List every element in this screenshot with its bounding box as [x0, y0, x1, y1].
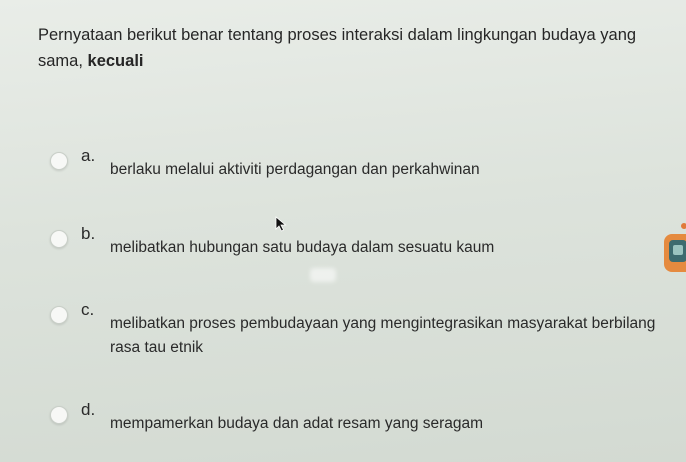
option-c-radio[interactable]: [50, 306, 68, 324]
question-text: [38, 22, 683, 74]
floating-widget-icon[interactable]: [658, 218, 686, 288]
mouse-cursor-icon: [275, 216, 287, 232]
question-emphasis: kecuali: [87, 52, 144, 70]
option-c-text: melibatkan proses pembudayaan yang mengintegrasikan masyarakat berbilang rasa tau etnik: [110, 315, 656, 356]
option-a-radio[interactable]: [50, 152, 68, 170]
screen-glare: [310, 268, 336, 282]
option-a-text: berlaku melalui aktiviti perdagangan dan perkahwinan: [110, 161, 480, 178]
option-b-radio[interactable]: [50, 230, 68, 248]
option-c[interactable]: [50, 302, 670, 362]
option-d-text: mempamerkan budaya dan adat resam yang seragam: [110, 415, 484, 432]
option-d-radio[interactable]: [50, 406, 68, 424]
option-d[interactable]: [50, 402, 670, 442]
option-a[interactable]: [50, 148, 670, 188]
option-a-letter: a.: [81, 146, 96, 165]
option-b[interactable]: [50, 226, 670, 266]
option-d-letter: d.: [81, 400, 96, 419]
option-b-letter: b.: [81, 224, 96, 243]
question-main: Pernyataan berikut benar tentang proses interaksi dalam lingkungan budaya yang sama,: [38, 26, 637, 70]
option-b-text: melibatkan hubungan satu budaya dalam sesuatu kaum: [110, 239, 495, 256]
option-c-letter: c.: [81, 300, 95, 319]
